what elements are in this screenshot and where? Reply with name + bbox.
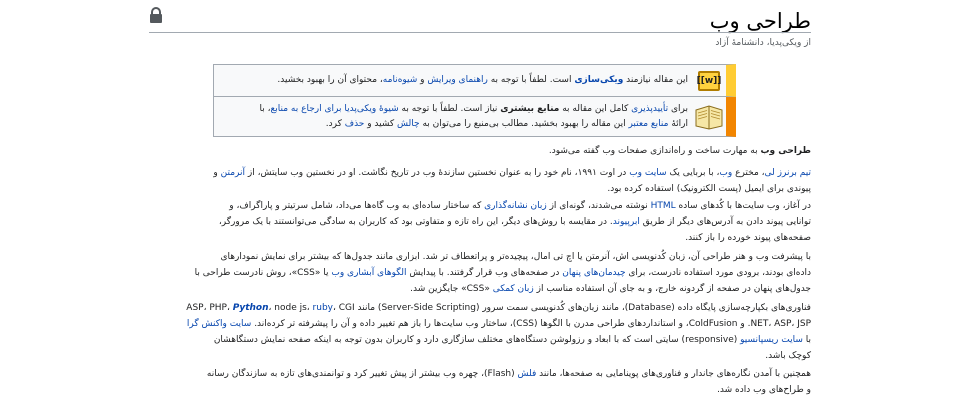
paragraph-line — [149, 366, 811, 382]
history-paragraph — [149, 165, 811, 197]
flash-paragraph — [149, 366, 811, 398]
sources-notice — [213, 97, 736, 137]
paragraph-line: کوچک باشد. — [765, 351, 811, 361]
paragraph-line — [149, 165, 811, 181]
title-divider — [149, 32, 811, 33]
wikify-link[interactable]: ویکی‌سازی — [574, 75, 624, 85]
markup-language-link[interactable]: زبان نشانه‌گذاری — [484, 201, 547, 211]
text: با — [802, 335, 811, 345]
notice-text: ، محتوای آن را بهبود بخشید. — [277, 75, 383, 85]
paragraph-line: و طراح‌های وب داده شد. — [717, 385, 811, 395]
notice-text: و — [417, 75, 428, 85]
notice-text: این مقاله را بهبود بخشید. مطالب بی‌منبع را می‌توان به — [419, 118, 629, 129]
text: و — [213, 168, 221, 178]
css-link[interactable]: الگوهای آبشاری وب — [331, 268, 407, 278]
site-tagline: از ویکی‌پدیا، دانشنامهٔ آزاد — [715, 38, 811, 48]
style-guide-link[interactable]: شیوه‌نامه — [382, 75, 418, 85]
paragraph-line: با پیشرفت وب و هنر طراحی آن، زبان کُدنویسی اش، آنرمتن یا اچ تی امال، پیچیده‌تر و پراتعطاف تر شد. ابزاری مانند جدول‌ها که بیشتر برای نمایش نمودارهای — [220, 252, 811, 262]
paragraph-line: پیوندی برای ایمیل (پست الکترونیک) استفاده کرده بود. — [607, 184, 811, 194]
responsive-site-link[interactable]: سایت واکنش گرا — [186, 319, 252, 329]
css-paragraph — [149, 249, 811, 297]
text: ، CGI — [333, 303, 355, 313]
text: در اوت ۱۹۹۱، نام خود را به عنوان نخستین سازندهٔ وب در تاریخ نگاشت. او در نخستین وب سایتش، از — [245, 168, 630, 178]
remove-link[interactable]: حذف — [344, 118, 365, 129]
intro-text: به مهارت ساخت و راه‌اندازی صفحات وب گفته می‌شود. — [548, 146, 761, 156]
text: نوشته می‌شدند، گونه‌ای از — [546, 201, 651, 211]
wikify-notice — [213, 64, 736, 97]
text: داده‌ای بودند، برودی مورد استفاده نادرست، برای — [625, 268, 811, 278]
notice-text: نیاز است. لطفاً با توجه به — [398, 103, 501, 114]
text: همچنین با آمدن نگاره‌های جاندار و فناوری‌های پوینامایی به صفحه‌ها، مانند — [536, 369, 811, 379]
paragraph-line: صفحه‌های پیوند خورده را باز کنند. — [685, 233, 811, 243]
challenge-link[interactable]: چالش — [397, 118, 420, 129]
python-link[interactable]: Python — [232, 303, 269, 313]
editing-guide-link[interactable]: راهنمای ویرایش — [427, 75, 488, 85]
text: یا «CSS»، روش نادرست طراحی با — [194, 268, 332, 278]
helper-language-link[interactable]: زبان کمکی — [492, 284, 534, 294]
flash-link[interactable]: فلش — [517, 369, 537, 379]
ruby-link[interactable]: ruby — [312, 303, 333, 313]
citation-style-link[interactable]: شیوهٔ ویکی‌پدیا برای ارجاع به منابع — [270, 103, 399, 114]
text: «CSS» جایگزین شد. — [410, 284, 493, 294]
paragraph-line — [149, 300, 811, 316]
book-icon — [694, 104, 724, 130]
wikify-icon: [[w]] — [698, 71, 720, 91]
paragraph-line — [149, 316, 811, 332]
intro-paragraph — [149, 143, 811, 159]
notice-text: است. لطفاً با توجه به — [487, 75, 575, 85]
text: در صفحه‌های وب قرار گرفتند. با پیدایش — [406, 268, 563, 278]
notice-bold: منابع بیشتری — [500, 103, 560, 114]
notice-text: ، با — [259, 103, 271, 114]
text: ، با بربایی یک — [666, 168, 720, 178]
text: ، مخترع — [732, 168, 765, 178]
text: ASP، PHP، — [186, 303, 233, 313]
text: . در مقایسه با روش‌های دیگر، این راه تازه و متفاوتی بود که کاربران به سادگی می‌توانستند با یک مرورگر، — [218, 217, 613, 227]
paragraph-line — [149, 265, 811, 281]
notice-text: کامل این مقاله به — [559, 103, 632, 114]
database-paragraph — [149, 300, 811, 364]
notice-text: کشید و — [364, 118, 398, 129]
notice-text: ارائهٔ — [668, 118, 688, 129]
tim-berners-lee-link[interactable]: تیم برنرز لی — [764, 168, 811, 178]
paragraph-line — [149, 281, 811, 297]
hyperlink-link[interactable]: ابرپیوند — [612, 217, 640, 227]
text: (responsive) سایتی است که با ابعاد و رزولوشن دستگاه‌های مختلف سازگاری دارد و کاربران بدون توجه به اینکه صفحه نمایش دستگاهشان — [213, 335, 741, 345]
paragraph-line — [149, 198, 811, 214]
intro-term: طراحی وب — [760, 146, 811, 156]
text: (Flash)، چهره وب بیشتر از پیش تغییر کرد و توانمندی‌های تازه به سازندگان رسانه — [206, 369, 518, 379]
notice-text: کرد. — [325, 118, 345, 129]
text: در آغاز، وب سایت‌ها با کُدهای ساده — [675, 201, 811, 211]
website-link[interactable]: سایت وب — [629, 168, 667, 178]
notice-text: برای — [668, 103, 688, 114]
text: ، node js، — [268, 303, 313, 313]
text: که ساختار ساده‌ای به وب گاه‌ها می‌داد، شامل سرتیتر و پاراگراف، و — [229, 201, 485, 211]
paragraph-line — [149, 332, 811, 348]
paragraph-line — [149, 214, 811, 230]
text: توانایی پیوند دادن به آدرس‌های دیگر از طریق — [639, 217, 811, 227]
notice-text: این مقاله نیازمند — [623, 75, 688, 85]
html-paragraph — [149, 198, 811, 246]
text: جدول‌های پنهان در صفحه از گردونه خارج، و به جای آن استفاده مناسب از — [533, 284, 811, 294]
article-content — [149, 0, 811, 402]
web-link[interactable]: وب — [719, 168, 733, 178]
page-title: طراحی وب — [709, 9, 811, 33]
html-link[interactable]: HTML — [650, 201, 676, 211]
responsive-website-link[interactable]: سایت ریسپانسیو — [740, 335, 803, 345]
hypertext-link[interactable]: آنرمتن — [220, 168, 245, 178]
text: فناوری‌های بکپارچه‌سازی پایگاه داده (Database)، مانند زبان‌های کُدنویسی سمت سرور (Server-Side Scripting) مانند — [354, 303, 811, 313]
hidden-layout-link[interactable]: چیدمان‌های پنهان — [562, 268, 626, 278]
text: NET، ASP، JSP. و ColdFusion، و استانداردهای طراحی مدرن با الگوها (CSS)، ساختار وب سایت‌ها را باز هم تغییر داده و آن را پیشرفته تر کرده‌اند. — [251, 319, 811, 329]
reliable-sources-link[interactable]: منابع معتبر — [628, 118, 669, 129]
verifiability-link[interactable]: تأییدپذیری — [631, 103, 669, 114]
